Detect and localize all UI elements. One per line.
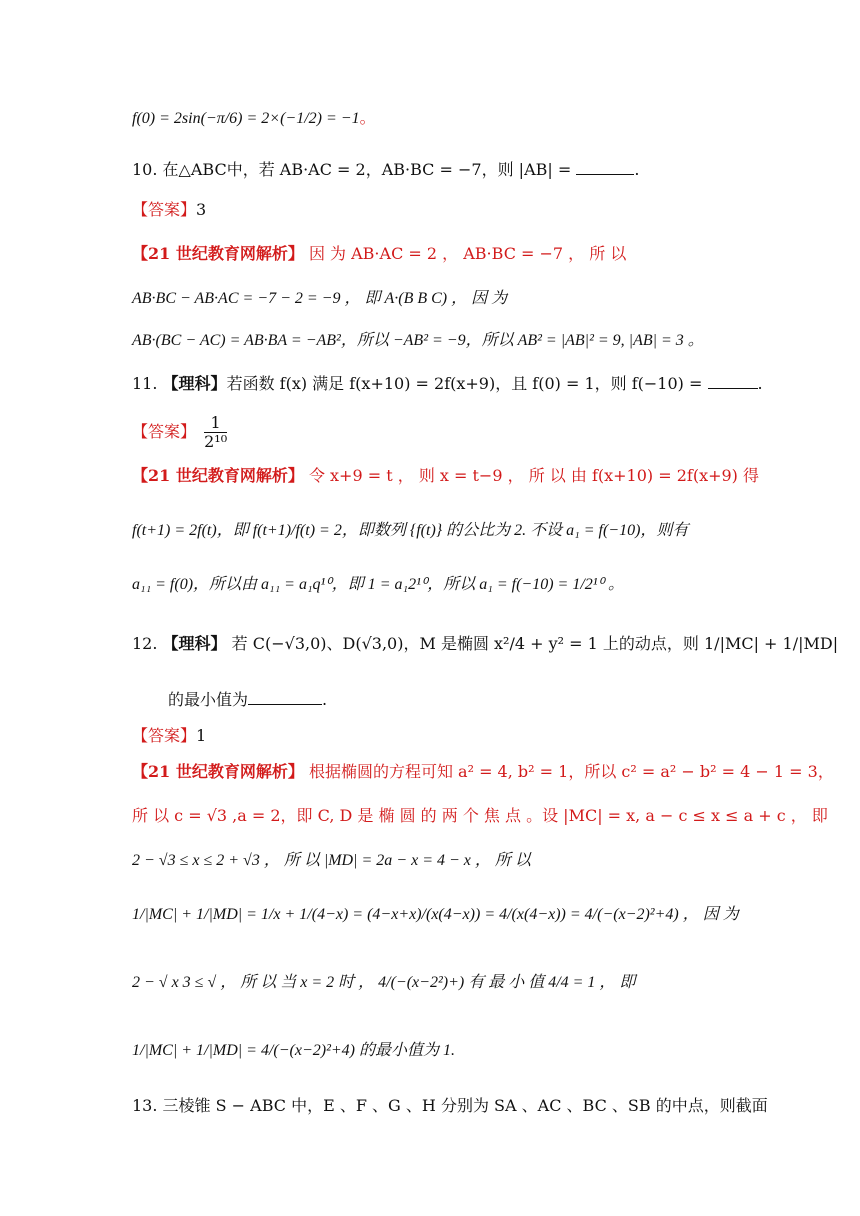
solution-11-line1: 【21 世纪教育网解析】 令 x+9 = t ， 则 x = t−9 ， 所 以 由 f(x+10) = 2f(x+9) 得 xyxy=(132,466,760,485)
answer-12: 【答案】1 xyxy=(132,726,207,745)
question-12: 12. 【理科】 若 C(−√3,0)、D(√3,0)，M 是椭圆 x²/4 + y² = 1 上的动点，则 1/|MC| + 1/|MD| xyxy=(132,634,839,653)
solution-10-line1: 【21 世纪教育网解析】 因 为 AB·AC = 2 ， AB·BC = −7 ， 所 以 xyxy=(132,244,627,263)
solution-12-line2: 所 以 c = √3 ,a = 2，即 C, D 是 椭 圆 的 两 个 焦 点 。设 |MC| = x, a − c ≤ x ≤ a + c ， 即 xyxy=(132,806,828,825)
fraction: $\frac{1}{\text{2¹⁰}}$ xyxy=(204,413,228,451)
answer-blank xyxy=(576,174,634,175)
formula: f(0) = 2sin(−π/6) = 2×(−1/2) = −1 xyxy=(132,110,360,127)
answer-blank xyxy=(708,388,758,389)
question-12-line2: 的最小值为 . xyxy=(168,690,328,709)
solution-12-line4: 1/|MC| + 1/|MD| = 1/x + 1/(4−x) = (4−x+x)/(x(4−x)) = 4/(x(4−x)) = 4/(−(x−2)²+4) ， 因 为 xyxy=(132,906,739,923)
question-10: 10. 在△ABC中，若 AB·AC = 2，AB·BC = −7，则 |AB| = . xyxy=(132,160,640,179)
answer-11: 【答案】 $\frac{1}{\text{2¹⁰}}$ xyxy=(132,413,228,451)
answer-blank xyxy=(248,704,322,705)
solution-12-line6: 1/|MC| + 1/|MD| = 4/(−(x−2)²+4) 的最小值为 1. xyxy=(132,1042,456,1059)
solution-11-line3: a₁₁ = f(0)，所以由 a₁₁ = a₁q¹⁰，即 1 = a₁2¹⁰，所以 a₁ = f(−10) = 1/2¹⁰ 。 xyxy=(132,576,625,593)
equation-line: f(0) = 2sin(−π/6) = 2×(−1/2) = −1。 xyxy=(132,108,376,127)
solution-10-line2: AB·BC − AB·AC = −7 − 2 = −9 ， 即 A·(B B C) ， 因 为 xyxy=(132,290,508,307)
question-11: 11. 【理科】若函数 f(x) 满足 f(x+10) = 2f(x+9)，且 f(0) = 1，则 f(−10) = . xyxy=(132,374,763,393)
solution-12-line5: 2 − √ x 3 ≤ √ ， 所 以 当 x = 2 时 ， 4/(−(x−2²)+) 有 最 小 值 4/4 = 1 ， 即 xyxy=(132,974,636,991)
solution-12-line3: 2 − √3 ≤ x ≤ 2 + √3 ， 所 以 |MD| = 2a − x = 4 − x ， 所 以 xyxy=(132,852,531,869)
solution-10-line3: AB·(BC − AC) = AB·BA = −AB²，所以 −AB² = −9，所以 AB² = |AB|² = 9, |AB| = 3 。 xyxy=(132,332,704,349)
question-13: 13. 三棱锥 S − ABC 中，E 、F 、G 、H 分别为 SA 、AC 、BC 、SB 的中点，则截面 xyxy=(132,1096,768,1115)
solution-12-line1: 【21 世纪教育网解析】 根据椭圆的方程可知 a² = 4, b² = 1，所以 c² = a² − b² = 4 − 1 = 3， xyxy=(132,762,834,781)
answer-10: 【答案】3 xyxy=(132,200,207,219)
solution-11-line2: f(t+1) = 2f(t)，即 f(t+1)/f(t) = 2，即数列 {f(t)} 的公比为 2. 不设 a₁ = f(−10)，则有 xyxy=(132,522,689,539)
